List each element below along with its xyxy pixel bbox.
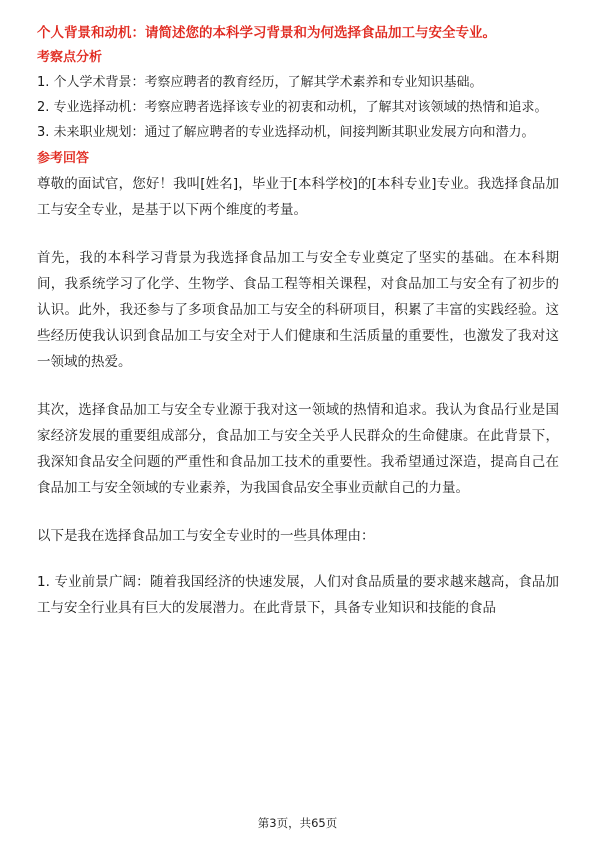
analysis-point: 3. 未来职业规划：通过了解应聘者的专业选择动机，间接判断其职业发展方向和潜力。 (37, 125, 535, 140)
reference-paragraph: 首先，我的本科学习背景为我选择食品加工与安全专业奠定了坚实的基础。在本科期间，我系统学习了化学、生物学、食品工程等相关课程，对食品加工与安全有了初步的认识。此外，我还参与了多项食品加工与安全的科研项目，积累了丰富的实践经验。这些经历使我认识到食品加工与安全对于人们健康和生活质量的重要性，也激发了我对这一领域的热爱。 (37, 250, 559, 370)
reference-paragraph: 以下是我在选择食品加工与安全专业时的一些具体理由： (37, 528, 375, 544)
page-number: 第3页，共65页 (257, 816, 338, 830)
reference-paragraph: 1. 专业前景广阔：随着我国经济的快速发展，人们对食品质量的要求越来越高，食品加工与安全行业具有巨大的发展潜力。在此背景下，具备专业知识和技能的食品 (37, 574, 559, 616)
reference-paragraph: 尊敬的面试官，您好！我叫[姓名]，毕业于[本科学校]的[本科专业]专业。我选择食品加工与安全专业，是基于以下两个维度的考量。 (37, 176, 559, 218)
reference-title: 参考回答 (37, 151, 90, 166)
analysis-point: 2. 专业选择动机：考察应聘者选择该专业的初衷和动机，了解其对该领域的热情和追求。 (37, 100, 548, 115)
reference-paragraph: 其次，选择食品加工与安全专业源于我对这一领域的热情和追求。我认为食品行业是国家经济发展的重要组成部分，食品加工与安全关乎人民群众的生命健康。在此背景下，我深知食品安全问题的严重性和食品加工技术的重要性。我希望通过深造，提高自己在食品加工与安全领域的专业素养，为我国食品安全事业贡献自己的力量。 (37, 402, 559, 496)
analysis-point: 1. 个人学术背景：考察应聘者的教育经历，了解其学术素养和专业知识基础。 (37, 75, 483, 90)
document-page (37, 22, 559, 643)
question-heading: 个人背景和动机：请简述您的本科学习背景和为何选择食品加工与安全专业。 (37, 25, 496, 41)
analysis-title: 考察点分析 (37, 50, 103, 65)
